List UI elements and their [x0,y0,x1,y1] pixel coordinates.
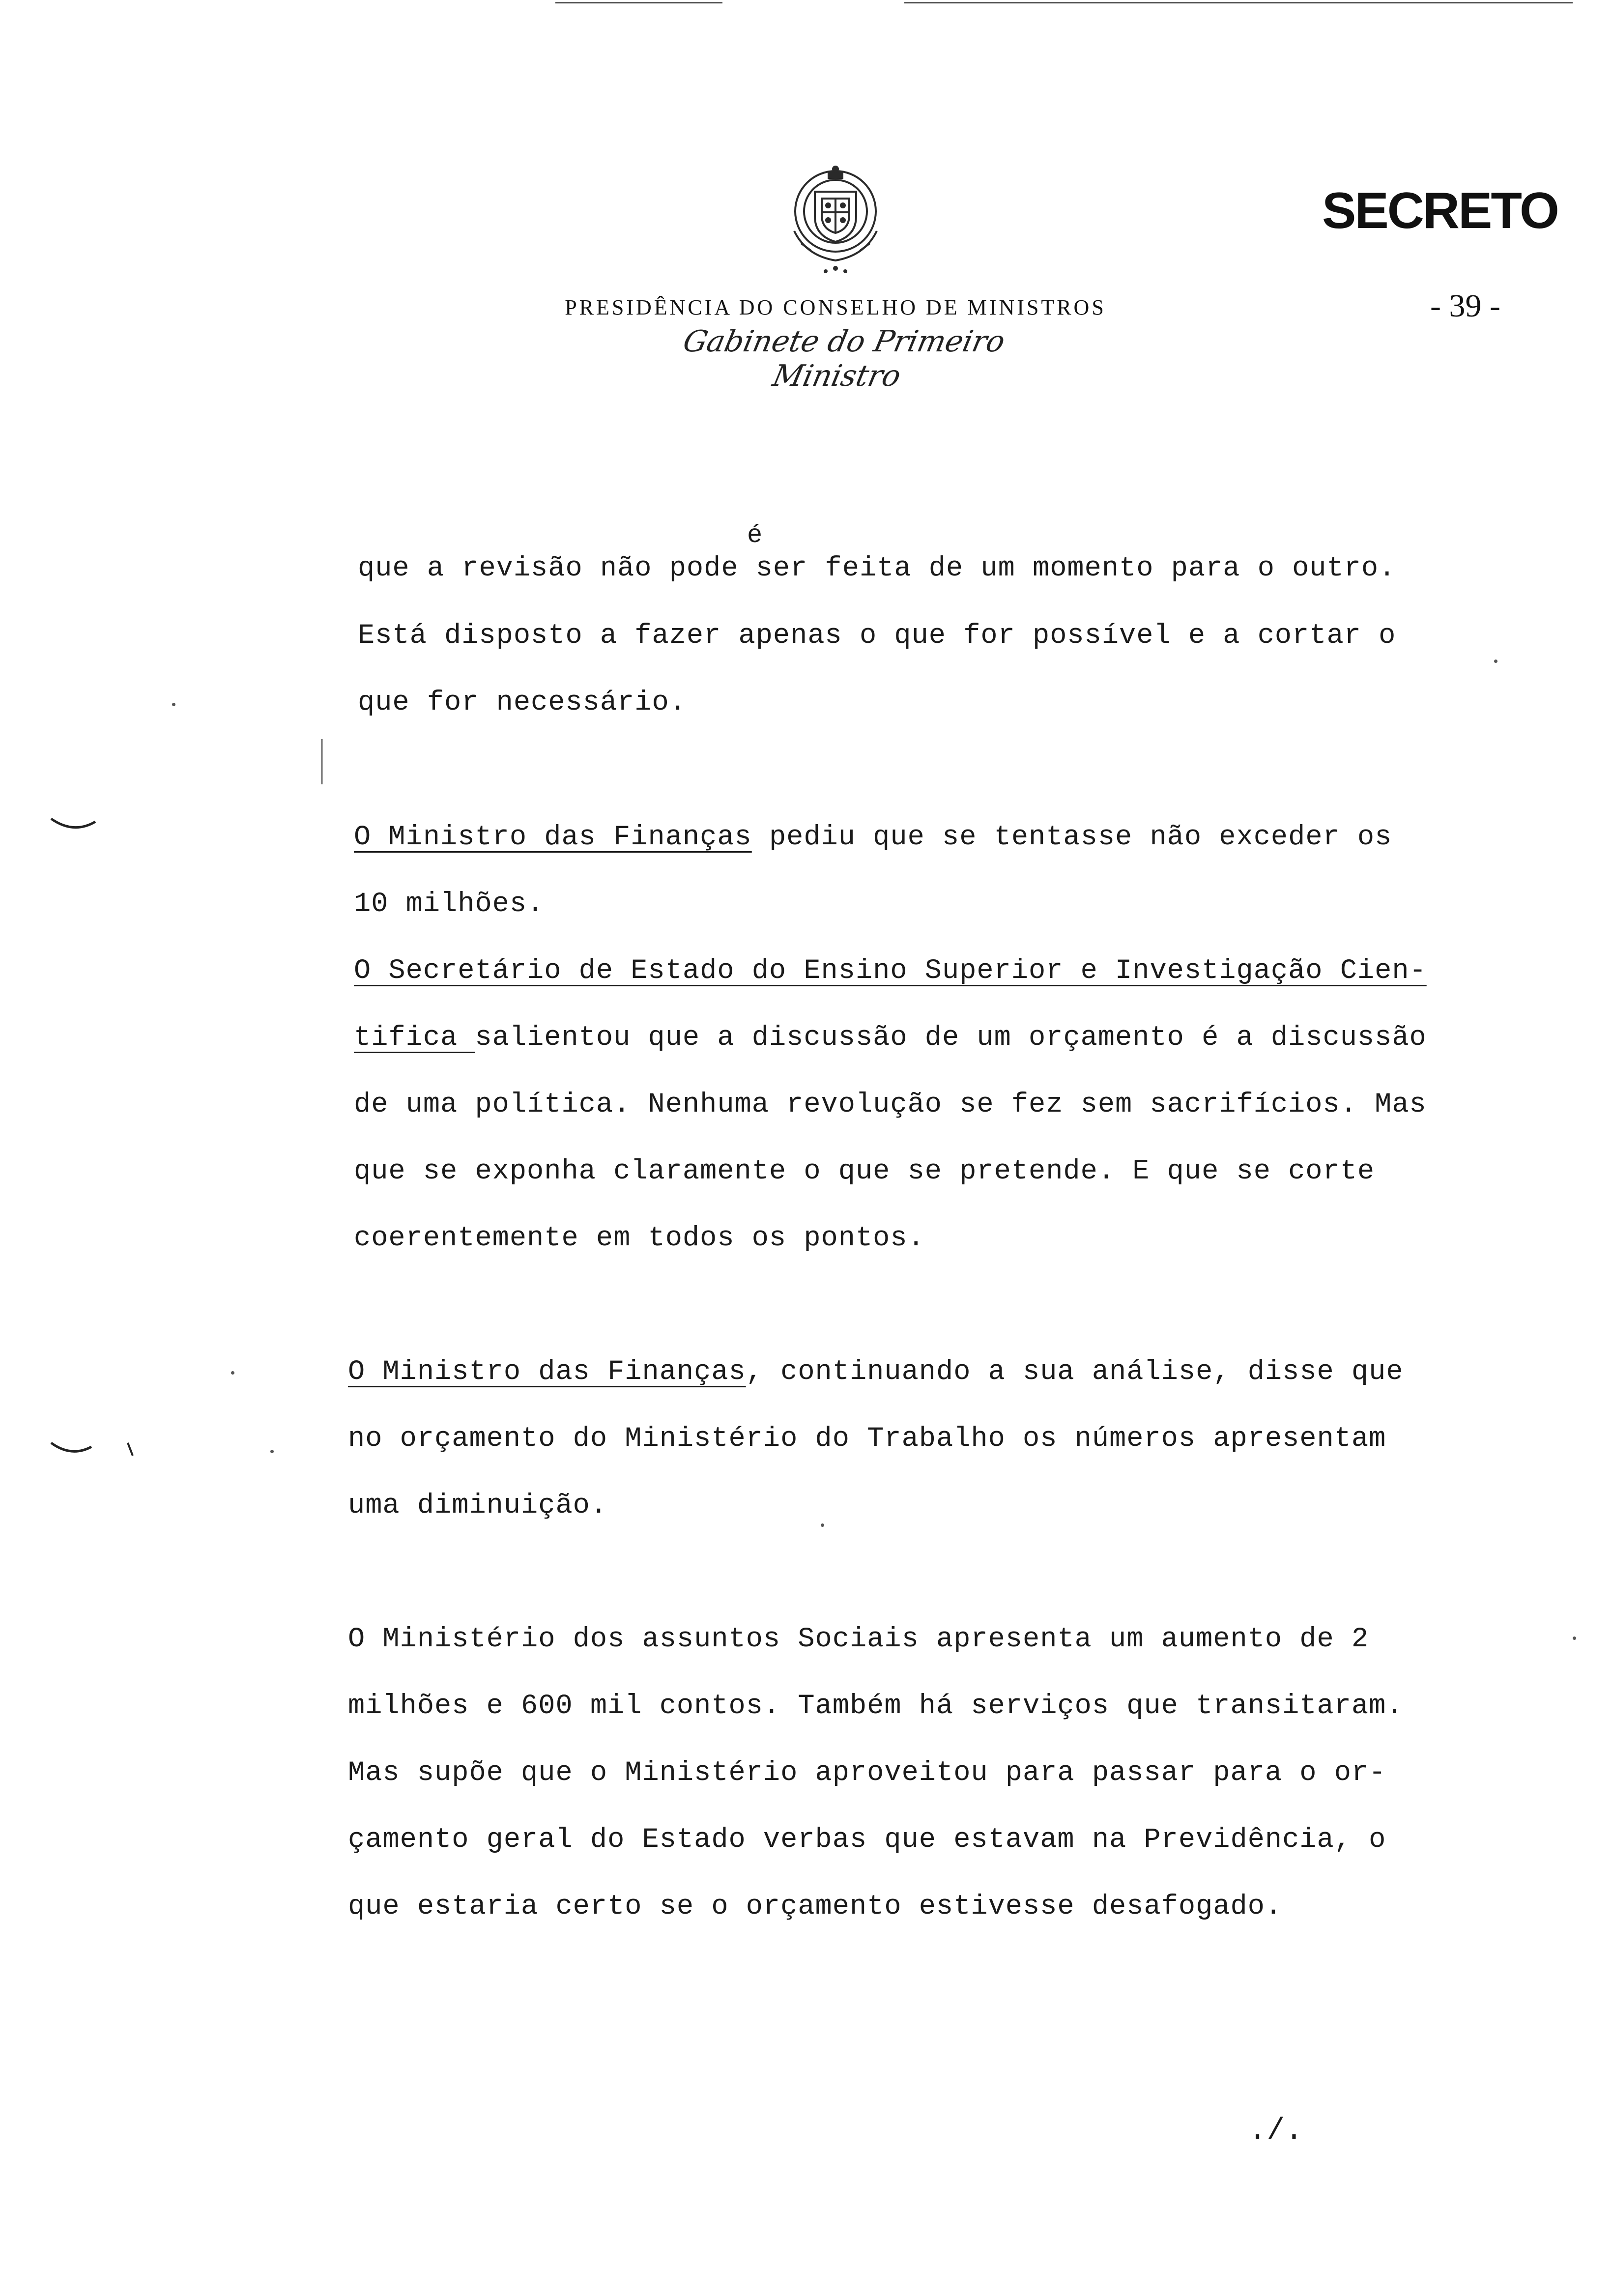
body-line: coerentemente em todos os pontos. [354,1223,925,1254]
body-line: tifica salientou que a discussão de um orçamento é a discussão [354,1022,1427,1054]
handwritten-insertion: é [747,521,763,550]
classification-stamp: SECRETO [1322,182,1558,239]
body-line: 10 milhões. [354,889,545,920]
speaker-name: O Secretário de Estado do Ensino Superior e Investigação Cien- [354,955,1427,987]
continuation-mark: ./. [1248,2113,1303,2148]
speaker-name: tifica [354,1022,475,1054]
institution-title: PRESIDÊNCIA DO CONSELHO DE MINISTROS [565,295,1106,319]
body-line: que se exponha claramente o que se pretende. E que se corte [354,1156,1375,1187]
office-subtitle: Gabinete do Primeiro Ministro [680,324,1008,393]
body-line: çamento geral do Estado verbas que estavam na Previdência, o [348,1824,1386,1856]
scan-edge-line [555,2,722,3]
scan-speck [231,1371,234,1375]
margin-mark [319,737,324,786]
scan-speck [172,703,175,706]
body-line: no orçamento do Ministério do Trabalho os números apresentam [348,1423,1386,1455]
body-line [354,955,1427,987]
margin-mark [126,1441,136,1461]
margin-mark [49,816,98,835]
body-line: Está disposto a fazer apenas o que for possível e a cortar o [358,620,1396,652]
scan-edge-line [904,2,1573,3]
speaker-name: O Ministro das Finanças [348,1356,746,1388]
speaker-name: O Ministro das Finanças [354,822,752,853]
scan-speck [821,1523,824,1527]
body-line: que a revisão não pode ser feita de um momento para o outro. [358,553,1396,584]
scan-speck [1494,660,1497,663]
body-line: que for necessário. [358,687,687,718]
coat-of-arms-emblem [777,157,894,275]
body-line: uma diminuição. [348,1490,608,1521]
scan-speck [1573,1636,1576,1640]
body-line: de uma política. Nenhuma revolução se fez sem sacrifícios. Mas [354,1089,1427,1120]
scan-speck [270,1450,274,1453]
body-line: Mas supõe que o Ministério aproveitou para passar para o or- [348,1757,1386,1789]
body-line: O Ministro das Finanças, continuando a sua análise, disse que [348,1356,1404,1388]
body-line: O Ministro das Finanças pediu que se tentasse não exceder os [354,822,1392,853]
page-number: - 39 - [1430,288,1500,324]
margin-mark [49,1440,93,1460]
body-line: milhões e 600 mil contos. Também há serviços que transitaram. [348,1691,1404,1722]
body-line: O Ministério dos assuntos Sociais apresenta um aumento de 2 [348,1624,1369,1655]
body-line: que estaria certo se o orçamento estivesse desafogado. [348,1891,1283,1923]
